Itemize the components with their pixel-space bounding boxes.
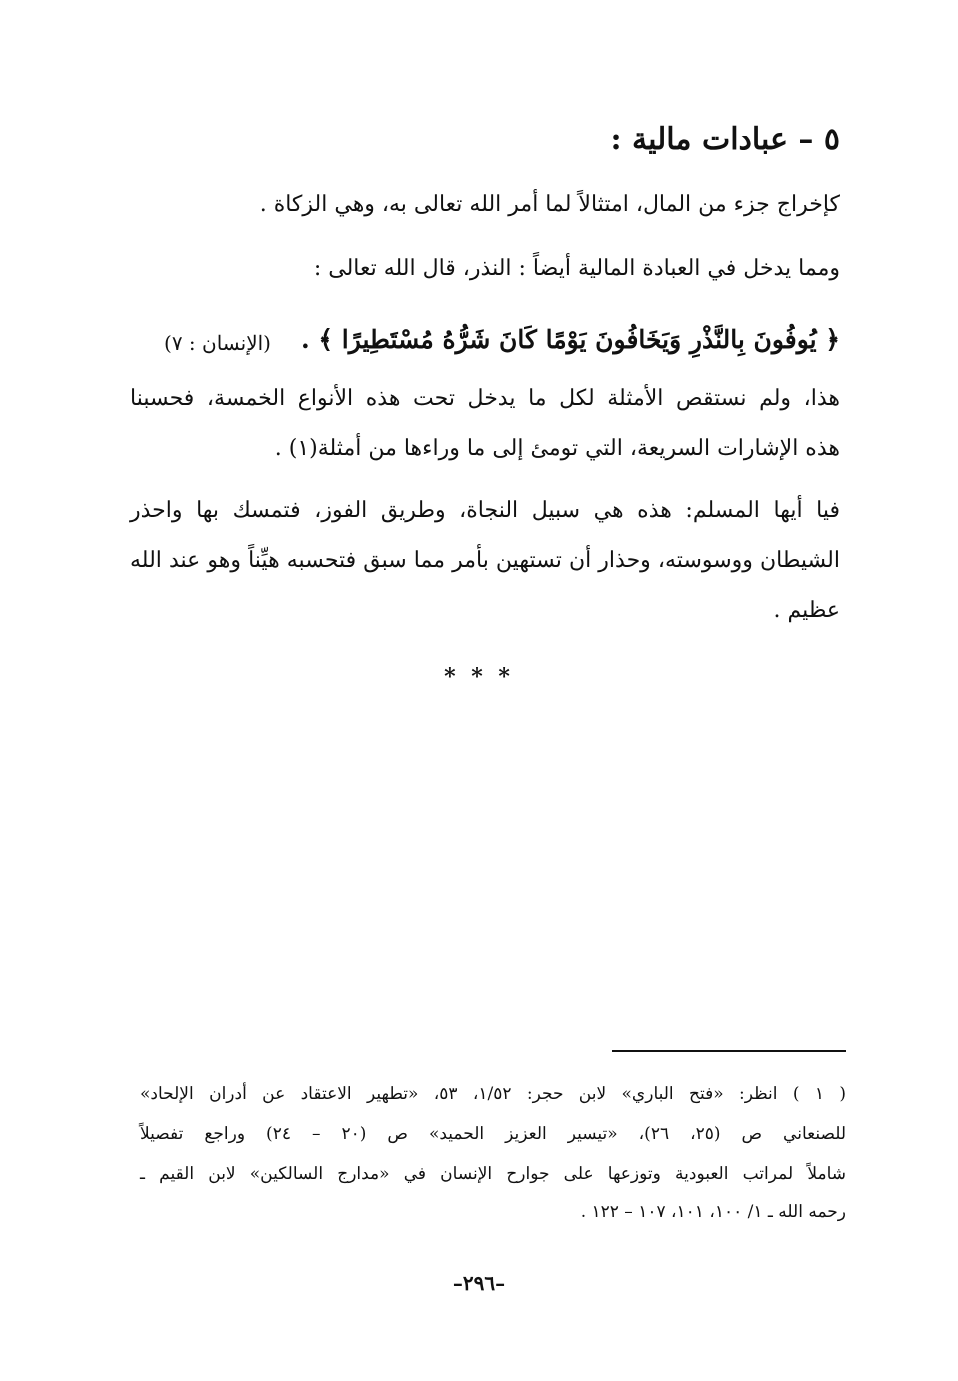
paragraph-nadhr: ومما يدخل في العبادة المالية أيضاً : النذر، قال الله تعالى : [313, 256, 840, 281]
paragraph-examples-line-2: هذه الإشارات السريعة، التي تومئ إلى ما وراءها من أمثلة(١) . [274, 436, 840, 461]
page-number: –٢٩٦– [452, 1271, 506, 1295]
footnote-line-4: رحمه الله ـ ١/ ١٠٠، ١٠١، ١٠٧ – ١٢٢ . [580, 1202, 846, 1222]
paragraph-zakat: كإخراج جزء من المال، امتثالاً لما أمر الله تعالى به، وهي الزكاة . [259, 192, 840, 217]
verse-reference: (الإنسان : ٧) [164, 331, 271, 355]
footnote-line-3: شاملاً لمراتب العبودية وتوزعها على جوارح الإنسان في «مدارج السالكين» لابن القيم ـ [140, 1164, 846, 1184]
footnote-line-2: للصنعاني ص (٢٥، ٢٦)، «تيسير العزيز الحميد» ص (٢٠ – ٢٤) وراجع تفصيلاً [140, 1124, 847, 1144]
section-separator: * * * [444, 664, 514, 690]
paragraph-exhortation-line-2: الشيطان ووسوسته، وحذار أن تستهين بأمر مما سبق فتحسبه هيِّناً وهو عند الله [130, 548, 840, 573]
footnote-line-1: ( ١ ) انظر: «فتح الباري» لابن حجر: ١/٥٢، ٥٣، «تطهير الاعتقاد عن أدران الإلحاد» [140, 1084, 846, 1104]
paragraph-examples-line-1: هذا، ولم نستقص الأمثلة لكل ما يدخل تحت هذه الأنواع الخمسة، فحسبنا [130, 386, 840, 411]
section-heading: ٥ – عبادات مالية : [610, 122, 840, 157]
quran-verse: ﴿ يُوفُونَ بِالنَّذْرِ وَيَخَافُونَ يَوْمًا كَانَ شَرُّهُ مُسْتَطِيرًا ﴾ . [300, 325, 840, 354]
footnote-divider [612, 1050, 846, 1052]
paragraph-exhortation-line-3: عظيم . [773, 598, 840, 623]
paragraph-exhortation-line-1: فيا أيها المسلم: هذه هي سبيل النجاة، وطريق الفوز، فتمسك بها واحذر [130, 498, 840, 523]
